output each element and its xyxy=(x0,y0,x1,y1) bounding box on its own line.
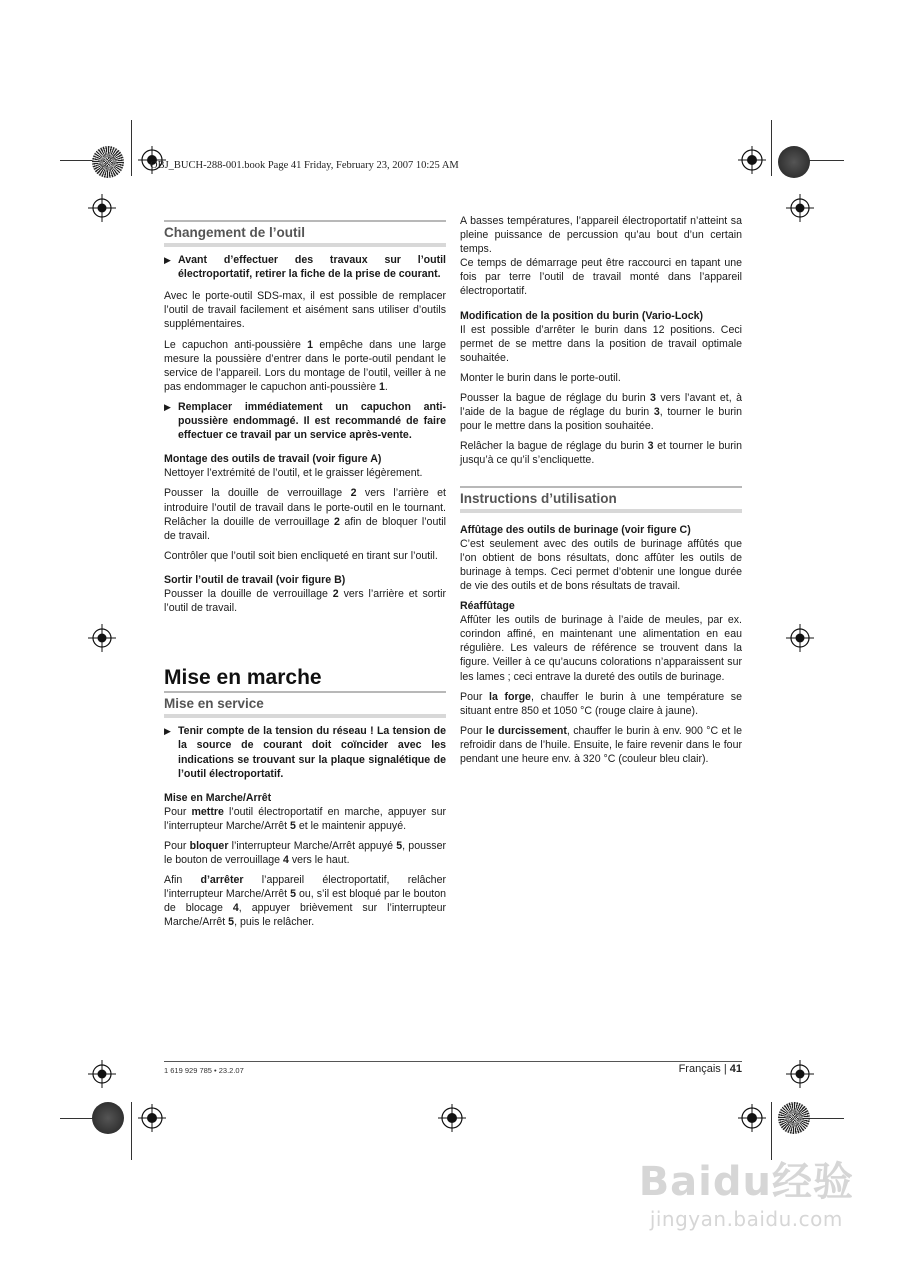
paragraph: Ce temps de démarrage peut être raccourci en tapant une fois par terre l’outil de travail monté dans l’appareil électroportatif. xyxy=(460,257,742,298)
warning-item: ▶ Remplacer immédiatement un capuchon anti-poussière endommagé. Il est recommandé de faire effectuer ce travail par un service après-vente. xyxy=(164,400,446,442)
section-title-instructions: Instructions d’utilisation xyxy=(460,486,742,513)
paragraph: Afin d’arrêter l’appareil électroportatif, relâcher l’interrupteur Marche/Arrêt 5 ou, s’il est bloqué par le bouton de blocage 4, appuyer brièvement sur l’interrupteur Marche/Arrêt 5, puis le relâcher. xyxy=(164,874,446,929)
registration-target-icon xyxy=(88,194,116,222)
color-wheel-icon xyxy=(778,1102,810,1134)
registration-target-icon xyxy=(738,146,766,174)
color-wheel-icon xyxy=(778,146,810,178)
print-header: OBJ_BUCH-288-001.book Page 41 Friday, February 23, 2007 10:25 AM xyxy=(150,160,459,171)
arrow-icon: ▶ xyxy=(164,255,171,266)
paragraph: Relâcher la bague de réglage du burin 3 et tourner le burin jusqu’à ce qu’il s’encliquette. xyxy=(460,440,742,467)
warning-item: ▶ Avant d’effectuer des travaux sur l’outil électroportatif, retirer la fiche de la prise de courant. xyxy=(164,254,446,281)
page-footer xyxy=(679,1063,742,1075)
section-title-tool-change: Changement de l’outil xyxy=(164,220,446,247)
arrow-icon: ▶ xyxy=(164,726,171,737)
registration-target-icon xyxy=(138,1104,166,1132)
crop-mark xyxy=(131,120,132,176)
watermark xyxy=(639,1150,854,1231)
paragraph: Il est possible d’arrêter le burin dans 12 positions. Ceci permet de se mettre dans la position de travail optimale souhaitée. xyxy=(460,323,742,364)
subheading-mounting: Montage des outils de travail (voir figure A) xyxy=(164,453,382,466)
subheading-resharpening: Réaffûtage xyxy=(460,600,515,613)
watermark-logo: Baidu经验 xyxy=(638,1159,854,1205)
registration-target-icon xyxy=(738,1104,766,1132)
footer-code: 1 619 929 785 • 23.2.07 xyxy=(164,1066,244,1075)
subheading-vario-lock: Modification de la position du burin (Vario-Lock) xyxy=(460,309,704,322)
paragraph: Nettoyer l’extrémité de l’outil, et le graisser légèrement. xyxy=(164,467,423,480)
paragraph: Affûter les outils de burinage à l’aide de meules, par ex. corindon affiné, en maintenant une alimentation en eau régulière. Les valeurs de référence se trouvent dans la figure. Veiller à ce qu’aucuns colorations n’apparaissent sur les lames ; ceci entrave la dureté des outils de burinage. xyxy=(460,614,742,683)
subheading-removal: Sortir l’outil de travail (voir figure B) xyxy=(164,573,346,586)
watermark-url: jingyan.baidu.com xyxy=(649,1207,843,1231)
chapter-title: Mise en marche xyxy=(164,666,322,690)
paragraph: A basses températures, l’appareil électroportatif n’atteint sa pleine puissance de percussion qu’au bout d’un certain temps. xyxy=(460,215,742,256)
paragraph: Avec le porte-outil SDS-max, il est possible de remplacer l’outil de travail facilement et aisément sans utiliser d’outils supplémentaires. xyxy=(164,290,446,331)
paragraph: C’est seulement avec des outils de burinage affûtés que l’on obtient de bons résultats, donc affûter les outils de burinage à temps. Ceci permet d’obtenir une longue durée de vie des outils et de bons résultats de travail. xyxy=(460,537,742,592)
registration-target-icon xyxy=(88,1060,116,1088)
footer-language: Français xyxy=(678,1063,721,1075)
subheading-sharpening: Affûtage des outils de burinage (voir figure C) xyxy=(460,523,691,536)
page-number: 41 xyxy=(729,1063,742,1075)
registration-target-icon xyxy=(438,1104,466,1132)
paragraph: Pour la forge, chauffer le burin à une température se situant entre 850 et 1050 °C (rouge claire à jaune). xyxy=(460,690,743,717)
warning-item: ▶ Tenir compte de la tension du réseau ! La tension de la source de courant doit coïncider avec les indications se trouvant sur la plaque signalétique de l’outil électroportatif. xyxy=(164,725,446,780)
color-wheel-icon xyxy=(92,146,124,178)
footer-rule xyxy=(164,1061,742,1062)
paragraph: Pour le durcissement, chauffer le burin à env. 900 °C et le refroidir dans de l’huile. Ensuite, le faire revenir dans le four pendant une heure env. à 320 °C (couleur bleu clair). xyxy=(460,724,743,765)
registration-target-icon xyxy=(786,624,814,652)
registration-target-icon xyxy=(88,624,116,652)
footer-separator: | xyxy=(723,1063,727,1075)
arrow-icon: ▶ xyxy=(164,401,171,412)
crop-mark xyxy=(771,120,772,176)
registration-target-icon xyxy=(786,194,814,222)
section-title-commissioning: Mise en service xyxy=(164,691,446,718)
crop-mark xyxy=(131,1102,132,1160)
paragraph: Monter le burin dans le porte-outil. xyxy=(460,371,621,384)
paragraph: Pousser la douille de verrouillage 2 vers l’arrière et introduire l’outil de travail dans le porte-outil en le tournant. Relâcher la douille de verrouillage 2 afin de bloquer l’outil de travail. xyxy=(164,487,447,542)
paragraph: Pour bloquer l’interrupteur Marche/Arrêt appuyé 5, pousser le bouton de verrouillage 4 vers le haut. xyxy=(164,840,446,867)
left-column xyxy=(164,214,446,936)
registration-target-icon xyxy=(786,1060,814,1088)
paragraph: Le capuchon anti-poussière 1 empêche dans une large mesure la poussière d’entrer dans le porte-outil pendant le service de l’appareil. Lors du montage de l’outil, veiller à ne pas endommager le capuchon anti-poussière 1. xyxy=(164,338,446,393)
paragraph: Pousser la bague de réglage du burin 3 vers l’avant et, à l’aide de la bague de réglage du burin 3, tourner le burin pour le mettre dans la position souhaitée. xyxy=(460,392,742,433)
color-wheel-icon xyxy=(92,1102,124,1134)
paragraph: Pour mettre l’outil électroportatif en marche, appuyer sur l’interrupteur Marche/Arrêt 5 et le maintenir appuyé. xyxy=(164,805,446,832)
right-column xyxy=(460,214,742,772)
paragraph: Pousser la douille de verrouillage 2 vers l’arrière et sortir l’outil de travail. xyxy=(164,587,447,615)
subheading-on-off: Mise en Marche/Arrêt xyxy=(164,791,272,804)
paragraph: Contrôler que l’outil soit bien encliqueté en tirant sur l’outil. xyxy=(164,549,438,562)
